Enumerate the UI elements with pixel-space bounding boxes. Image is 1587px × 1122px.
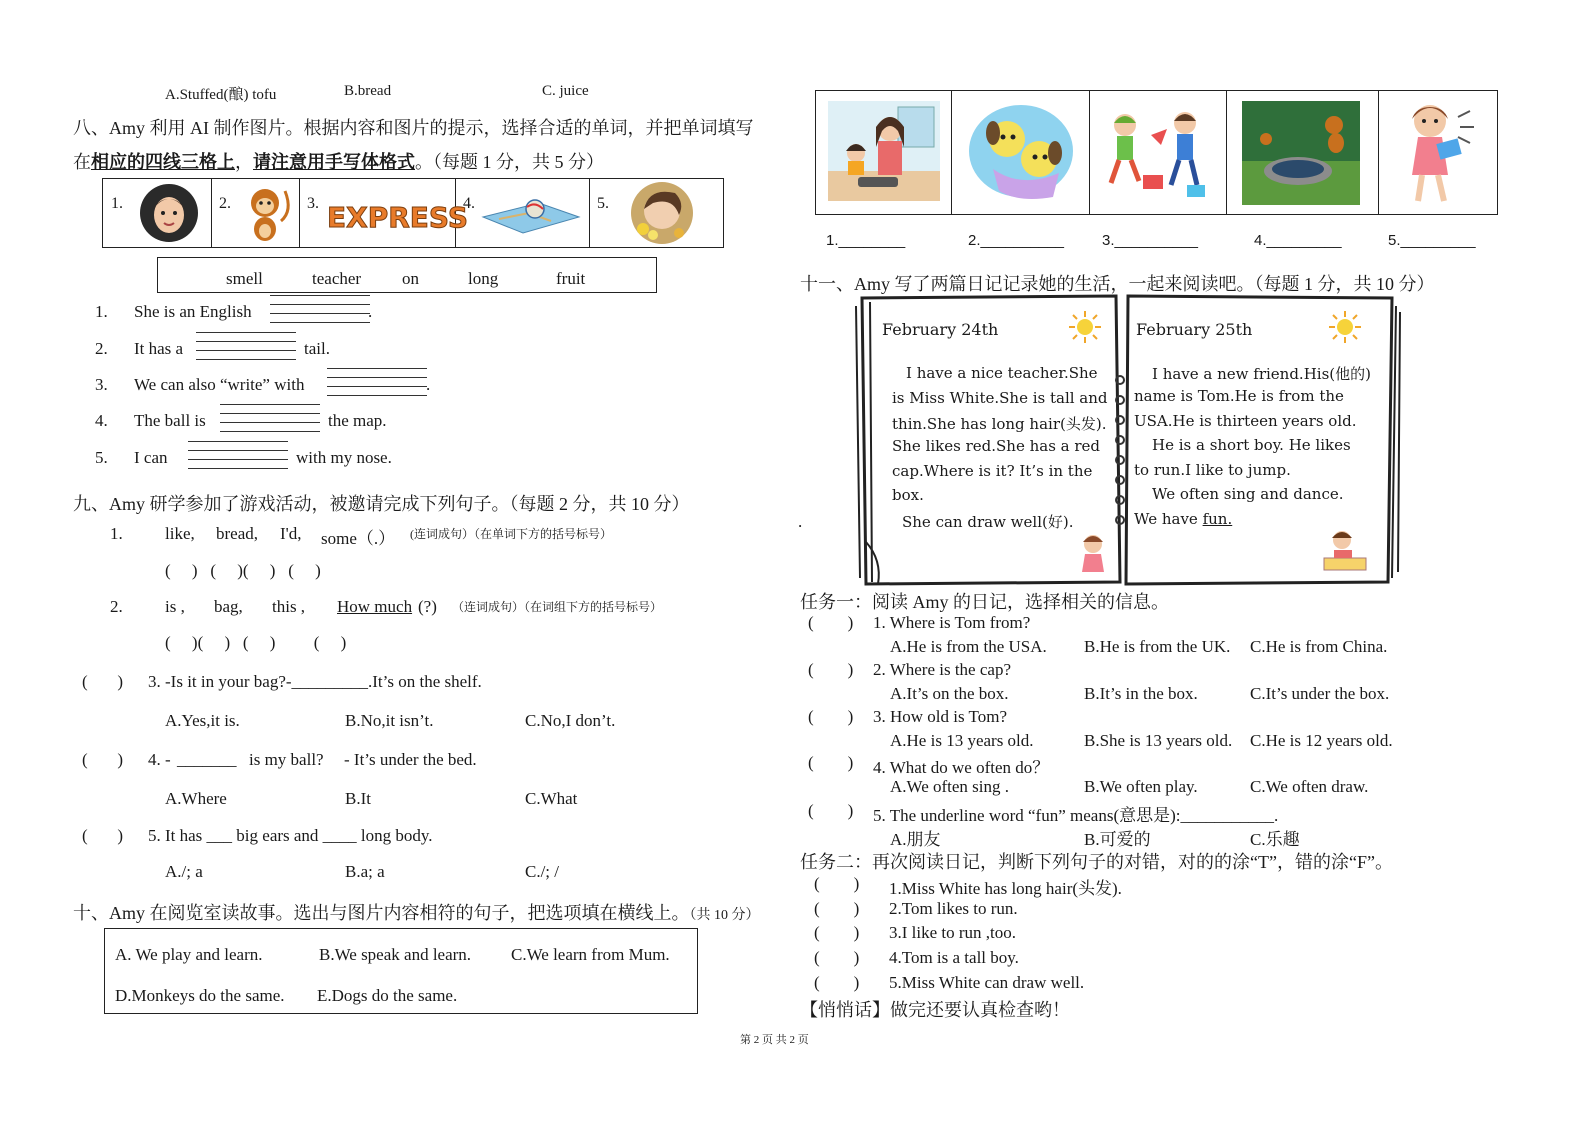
s9-q5-text: 5. It has ___ big ears and ____ long body. — [148, 826, 433, 845]
s8-q2-number: 2. — [95, 339, 108, 358]
s9-q4-option-c: C.What — [525, 789, 578, 808]
closing-tip: 【悄悄话】做完还要认真检查哟！ — [800, 1000, 1070, 1020]
s9-q2-answer-parens[interactable]: ( )( ) ( ) ( ) — [165, 633, 347, 652]
word-bank-word-1: smell — [226, 269, 263, 288]
monkeys-at-well-icon — [1242, 101, 1360, 205]
task2-s3-text: 3.I like to run ,too. — [889, 923, 1017, 942]
s9-q4-blank[interactable]: _______ — [177, 750, 237, 769]
s9-q2-word-2: bag, — [214, 597, 243, 616]
child-reading-book-icon — [1318, 528, 1372, 574]
pic-num-1: 1. — [111, 195, 123, 212]
s9-q4-text-1: 4. - — [148, 750, 171, 769]
pic-num-4: 4. — [463, 195, 475, 212]
s9-q3-option-c: C.No,I don’t. — [525, 711, 616, 730]
s8-q5-text-a: I can — [134, 448, 168, 467]
girl-sticker-icon — [1076, 532, 1110, 578]
story-pic-cell-1 — [816, 91, 952, 214]
s8-q3-number: 3. — [95, 375, 108, 394]
diary1-line-6: box. — [892, 486, 924, 504]
express-letters-icon — [325, 189, 468, 239]
task1-q3-option-b: B.She is 13 years old. — [1084, 731, 1233, 750]
s8-q5-number: 5. — [95, 448, 108, 467]
section8-picture-row — [102, 178, 724, 248]
s8-q5-writing-lines[interactable] — [188, 441, 288, 471]
s9-q1-word-1: like, — [165, 524, 195, 543]
s9-q3-text: 3. -Is it in your bag?-_________.It’s on the shelf. — [148, 672, 482, 691]
diary1-line-3: thin.She has long hair(头发). — [892, 415, 1107, 433]
s9-q1-word-3: I'd, — [280, 524, 302, 543]
s10-option-c: C.We learn from Mum. — [511, 945, 670, 964]
s9-q2-word-5: (?) — [418, 597, 437, 616]
section8-title-line2 — [73, 148, 604, 174]
s9-q3-option-b: B.No,it isn’t. — [345, 711, 434, 730]
task1-q5-option-c: C.乐趣 — [1250, 830, 1300, 849]
section9-title: 九、Amy 研学参加了游戏活动，被邀请完成下列句子。（每题 2 分，共 10 分） — [73, 494, 690, 514]
s8-q2-text-b: tail. — [304, 339, 330, 358]
task1-q1-option-b: B.He is from the UK. — [1084, 637, 1231, 656]
s8-q4-writing-lines[interactable] — [220, 404, 320, 434]
story-pic-cell-4 — [1226, 91, 1379, 214]
section8-title-mid: ， — [235, 152, 253, 172]
section10-options-box — [104, 928, 698, 1014]
diary2-line-1: I have a new friend.His(他的) — [1152, 365, 1371, 383]
diary2-line-4: He is a short boy. He likes — [1152, 436, 1351, 454]
diary2-line-7 — [1134, 510, 1232, 528]
s9-q1-note: (连词成句）（在单词下方的括号标号） — [410, 527, 612, 541]
s9-q2-word-3: this , — [272, 597, 306, 616]
s9-q2-note: （连词成句）（在词组下方的括号标号） — [452, 600, 663, 614]
word-bank-word-5: fruit — [556, 269, 586, 288]
diary1-line-7: She can draw well(好). — [902, 513, 1074, 531]
s9-q4-option-a: A.Where — [165, 789, 227, 808]
s10-option-a: A. We play and learn. — [115, 945, 263, 964]
task1-q5-option-a: A.朋友 — [890, 830, 941, 849]
s8-q2-text-a: It has a — [134, 339, 184, 358]
task1-title: 任务一：阅读 Amy 的日记，选择相关的信息。 — [800, 592, 1169, 612]
task1-q2-paren[interactable]: ( ) — [808, 660, 854, 679]
s8-q4-text-b: the map. — [328, 411, 387, 430]
word-bank-word-2: teacher — [312, 269, 362, 288]
diary1-line-4: She likes red.She has a red — [892, 437, 1101, 455]
task1-q3-option-a: A.He is 13 years old. — [890, 731, 1034, 750]
top-option-b: B.bread — [344, 83, 392, 99]
top-option-a: A.Stuffed(酿) tofu — [165, 87, 277, 103]
section8-title-line1: 八、Amy 利用 AI 制作图片。根据内容和图片的提示，选择合适的单词，并把单词填写 — [73, 118, 754, 138]
section8-title-bold1: 相应的四线三格上 — [91, 152, 235, 172]
dogs-playing-icon — [963, 99, 1079, 205]
task2-s1-paren[interactable]: ( ) — [814, 874, 860, 893]
s8-q1-writing-lines[interactable] — [270, 295, 373, 325]
task1-q4-option-a: A.We often sing . — [890, 777, 1010, 796]
s8-q1-text-a: She is an English — [134, 302, 252, 321]
s9-q5-option-c: C./; / — [525, 862, 560, 881]
task1-q1-paren[interactable]: ( ) — [808, 613, 854, 632]
task2-s4-paren[interactable]: ( ) — [814, 948, 860, 967]
pic-cell-1 — [103, 179, 212, 247]
page-footer: 第 2 页 共 2 页 — [740, 1034, 809, 1046]
monkey-icon — [241, 181, 293, 245]
s10-option-e: E.Dogs do the same. — [317, 986, 458, 1005]
diary2-line-6: We often sing and dance. — [1152, 485, 1344, 503]
s9-q4-text-3: - It’s under the bed. — [344, 750, 477, 769]
kids-playing-icon — [1097, 105, 1219, 201]
task2-s5-text: 5.Miss White can draw well. — [889, 973, 1085, 992]
section11-title-score: （每题 1 分，共 10 分） — [1254, 274, 1435, 294]
diary1-date: February 24th — [882, 320, 999, 339]
s10-answer-blank-2[interactable]: 2.__________ — [968, 232, 1064, 249]
story-pic-cell-5 — [1378, 91, 1497, 214]
task1-q2-option-a: A.It’s on the box. — [890, 684, 1009, 703]
s8-q3-text-b: . — [426, 375, 431, 394]
word-bank-word-3: on — [402, 269, 419, 288]
s8-q5-text-b: with my nose. — [296, 448, 392, 467]
mum-cooking-icon — [828, 101, 940, 201]
task1-q2-option-c: C.It’s under the box. — [1250, 684, 1390, 703]
diary1-line-1: I have a nice teacher.She — [906, 364, 1098, 382]
story-pic-cell-2 — [951, 91, 1090, 214]
task1-q5-option-b: B.可爱的 — [1084, 830, 1151, 849]
task2-title: 任务二：再次阅读日记，判断下列句子的对错，对的的涂“T”，错的涂“F”。 — [800, 852, 1393, 872]
pic-cell-2 — [211, 179, 300, 247]
diary2-line-3: USA.He is thirteen years old. — [1134, 412, 1357, 430]
task2-s4-text: 4.Tom is a tall boy. — [889, 948, 1019, 967]
section10-title-score: （共 10 分） — [689, 908, 760, 923]
s8-q1-text-b: . — [368, 302, 373, 321]
teacher-face-icon — [139, 183, 199, 243]
task2-s3-paren[interactable]: ( ) — [814, 923, 860, 942]
diary2-line-2: name is Tom.He is from the — [1134, 387, 1344, 405]
task1-q5-paren[interactable]: ( ) — [808, 801, 854, 820]
task1-q2-text: 2. Where is the cap? — [873, 660, 1011, 679]
s9-q4-paren[interactable]: ( ) — [82, 750, 124, 769]
express-text: EXPRESS — [327, 201, 468, 234]
diary2-line-7-text: We have — [1134, 510, 1198, 528]
section8-title-pre: 在 — [73, 152, 91, 172]
pic-cell-5 — [589, 179, 723, 247]
task1-q3-option-c: C.He is 12 years old. — [1250, 731, 1393, 750]
diary2-fun-word: fun. — [1202, 510, 1233, 528]
task1-q4-text: 4. What do we often do？ — [873, 758, 1050, 777]
ball-on-map-icon — [479, 189, 583, 237]
s9-q2-word-1: is , — [165, 597, 185, 616]
task1-q2-option-b: B.It’s in the box. — [1084, 684, 1198, 703]
s10-option-d: D.Monkeys do the same. — [115, 986, 285, 1005]
stray-dot: . — [798, 512, 803, 531]
s9-q1-word-4: some（.） — [321, 529, 396, 548]
task1-q1-text: 1. Where is Tom from? — [873, 613, 1031, 632]
task1-q5-text: 5. The underline word “fun” means(意思是):___________. — [873, 806, 1279, 825]
section10-title-main: 十、Amy 在阅览室读故事。选出与图片内容相符的句子，把选项填在横线上。 — [73, 903, 690, 923]
task2-s2-paren[interactable]: ( ) — [814, 899, 860, 918]
task1-q4-option-b: B.We often play. — [1084, 777, 1198, 796]
pic-cell-4 — [455, 179, 590, 247]
s8-q2-writing-lines[interactable] — [196, 332, 296, 362]
s8-q1-number: 1. — [95, 302, 108, 321]
top-option-c: C. juice — [542, 83, 589, 99]
section8-title-post: 。（每题 1 分，共 5 分） — [415, 152, 604, 172]
word-bank — [157, 257, 657, 293]
task2-s1-text: 1.Miss White has long hair(头发). — [889, 879, 1122, 898]
section11-title-main: 十一、Amy 写了两篇日记记录她的生活，一起来阅读吧。 — [800, 274, 1255, 294]
pic-cell-3 — [299, 179, 468, 247]
diary2-date: February 25th — [1136, 320, 1253, 339]
task1-q1-option-a: A.He is from the USA. — [890, 637, 1047, 656]
task1-q3-text: 3. How old is Tom? — [873, 707, 1008, 726]
sun-icon — [1328, 310, 1362, 344]
s8-q4-number: 4. — [95, 411, 108, 430]
pic-num-2: 2. — [219, 195, 231, 212]
s9-q4-option-b: B.It — [345, 789, 371, 808]
s8-q3-text-a: We can also “write” with — [134, 375, 305, 394]
diary2-line-5: to run.I like to jump. — [1134, 461, 1291, 479]
s8-q3-writing-lines[interactable] — [327, 368, 427, 398]
s9-q1-number: 1. — [110, 524, 123, 543]
section10-picture-row — [815, 90, 1498, 215]
section8-title-bold2: 请注意用手写体格式 — [253, 152, 415, 172]
s9-q5-paren[interactable]: ( ) — [82, 826, 124, 845]
s10-option-b: B.We speak and learn. — [319, 945, 472, 964]
task1-q3-paren[interactable]: ( ) — [808, 707, 854, 726]
s9-q2-number: 2. — [110, 597, 123, 616]
girl-smelling-flower-icon — [629, 181, 695, 245]
diary1-line-5: cap.Where is it? It’s in the — [892, 462, 1093, 480]
s10-answer-blank-4[interactable]: 4._________ — [1254, 232, 1342, 249]
girl-reading-icon — [1398, 97, 1478, 207]
s9-q1-answer-parens[interactable]: ( ) ( )( ) ( ) — [165, 561, 321, 580]
s9-q3-paren[interactable]: ( ) — [82, 672, 124, 691]
s10-answer-blank-1[interactable]: 1.________ — [826, 232, 906, 249]
task1-q4-paren[interactable]: ( ) — [808, 753, 854, 772]
sun-icon — [1068, 310, 1102, 344]
s9-q4-text-2: is my ball? — [249, 750, 324, 769]
s8-q4-text-a: The ball is — [134, 411, 206, 430]
s9-q5-option-b: B.a; a — [345, 862, 385, 881]
word-bank-word-4: long — [468, 269, 499, 288]
diary1-line-2: is Miss White.She is tall and — [892, 389, 1108, 407]
task1-q4-option-c: C.We often draw. — [1250, 777, 1369, 796]
s9-q1-word-2: bread, — [216, 524, 259, 543]
task2-s2-text: 2.Tom likes to run. — [889, 899, 1018, 918]
pic-num-5: 5. — [597, 195, 609, 212]
pic-num-3: 3. — [307, 195, 319, 212]
s9-q5-option-a: A./; a — [165, 862, 203, 881]
s9-q3-option-a: A.Yes,it is. — [165, 711, 240, 730]
task1-q1-option-c: C.He is from China. — [1250, 637, 1388, 656]
section10-title — [73, 899, 760, 925]
story-pic-cell-3 — [1089, 91, 1227, 214]
s9-q2-word-4: How much — [337, 597, 413, 616]
task2-s5-paren[interactable]: ( ) — [814, 973, 860, 992]
s10-answer-blank-3[interactable]: 3.__________ — [1102, 232, 1198, 249]
s10-answer-blank-5[interactable]: 5._________ — [1388, 232, 1476, 249]
